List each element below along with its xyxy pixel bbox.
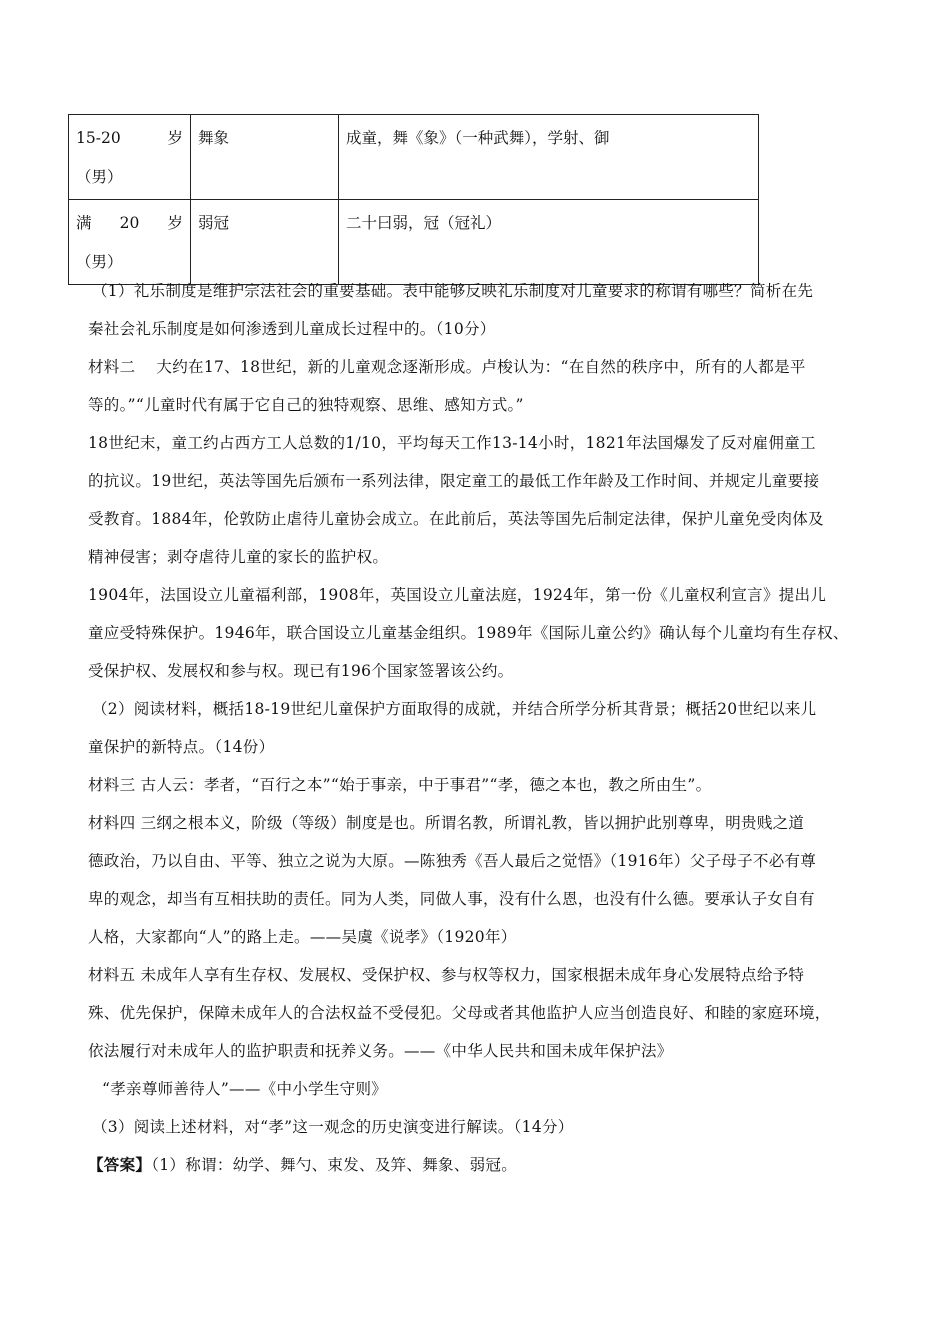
age-cell <box>69 115 191 200</box>
material-4-line-4: 人格，大家都向“人”的路上走。——吴虞《说孝》（1920年） <box>88 928 517 946</box>
material-4-line-2: 德政治，乃以自由、平等、独立之说为大原。—陈独秀《吾人最后之觉悟》（1916年）父子母子不必有尊 <box>88 852 817 870</box>
question-1-line-2: 秦社会礼乐制度是如何渗透到儿童成长过程中的。（10分） <box>88 320 496 338</box>
material-2-line-5: 受教育。1884年，伦敦防止虐待儿童协会成立。在此前后，英法等国先后制定法律，保护儿童免受肉体及 <box>88 510 824 528</box>
title-cell: 舞象 <box>191 115 339 200</box>
age-gender: （男） <box>76 168 123 186</box>
description-cell: 成童，舞《象》（一种武舞），学射、御 <box>339 115 759 200</box>
age-unit: 岁 <box>167 129 183 147</box>
material-5-line-2: 殊、优先保护，保障未成年人的合法权益不受侵犯。父母或者其他监护人应当创造良好、和睦的家庭环境， <box>88 1004 831 1022</box>
material-2-line-2: 等的。”“儿童时代有属于它自己的独特观察、思维、感知方式。” <box>88 396 524 414</box>
answer-text: （1）称谓：幼学、舞勺、束发、及笄、舞象、弱冠。 <box>151 1156 518 1174</box>
age-prefix: 满 <box>76 214 92 232</box>
material-3: 材料三 古人云：孝者，“百行之本”“始于事亲，中于事君”“孝，德之本也，教之所由生”。 <box>88 776 712 794</box>
table-row <box>69 115 759 200</box>
student-code-quote: “孝亲尊师善待人”——《中小学生守则》 <box>102 1080 388 1098</box>
material-5-line-3: 依法履行对未成年人的监护职责和抚养义务。——《中华人民共和国未成年保护法》 <box>88 1042 673 1060</box>
age-range: 15-20 <box>76 129 121 147</box>
age-gender: （男） <box>76 253 123 271</box>
age-number: 20 <box>119 214 140 232</box>
material-2-line-7: 1904年，法国设立儿童福利部，1908年，英国设立儿童法庭，1924年，第一份《儿童权利宣言》提出儿 <box>88 586 827 604</box>
question-3: （3）阅读上述材料，对“孝”这一观念的历史演变进行解读。（14分） <box>92 1118 574 1136</box>
answer-label: 【答案】 <box>88 1155 152 1174</box>
material-5-line-1: 材料五 未成年人享有生存权、发展权、受保护权、参与权等权力，国家根据未成年身心发展特点给予特 <box>88 966 805 984</box>
material-4-line-3: 卑的观念，却当有互相扶助的责任。同为人类，同做人事，没有什么恩，也没有什么德。要承认子女自有 <box>88 890 815 908</box>
material-2-line-1: 材料二 大约在17、18世纪，新的儿童观念逐渐形成。卢梭认为：“在自然的秩序中，所有的人都是平 <box>88 358 806 376</box>
question-1-line-1: （1）礼乐制度是维护宗法社会的重要基础。表中能够反映礼乐制度对儿童要求的称谓有哪些？简析在先 <box>92 282 814 300</box>
question-2-line-2: 童保护的新特点。（14份） <box>88 738 275 756</box>
age-title-table <box>68 114 759 285</box>
question-2-line-1: （2）阅读材料，概括18-19世纪儿童保护方面取得的成就，并结合所学分析其背景；概括20世纪以来儿 <box>92 700 817 718</box>
material-2-line-9: 受保护权、发展权和参与权。现已有196个国家签署该公约。 <box>88 662 514 680</box>
description-cell: 二十曰弱，冠（冠礼） <box>339 200 759 285</box>
title-cell: 弱冠 <box>191 200 339 285</box>
material-2-line-6: 精神侵害；剥夺虐待儿童的家长的监护权。 <box>88 548 389 566</box>
body-text <box>88 272 880 1184</box>
material-4-line-1: 材料四 三纲之根本义，阶级（等级）制度是也。所谓名教，所谓礼教，皆以拥护此别尊卑，明贵贱之道 <box>88 814 805 832</box>
material-2-line-4: 的抗议。19世纪，英法等国先后颁布一系列法律，限定童工的最低工作年龄及工作时间、并规定儿童要接 <box>88 472 820 490</box>
material-2-line-3: 18世纪末，童工约占西方工人总数的1/10，平均每天工作13-14小时，1821年法国爆发了反对雇佣童工 <box>88 434 816 452</box>
answer-line <box>88 1146 880 1184</box>
material-2-line-8: 童应受特殊保护。1946年，联合国设立儿童基金组织。1989年《国际儿童公约》确认每个儿童均有生存权、 <box>88 624 849 642</box>
age-unit: 岁 <box>167 214 183 232</box>
